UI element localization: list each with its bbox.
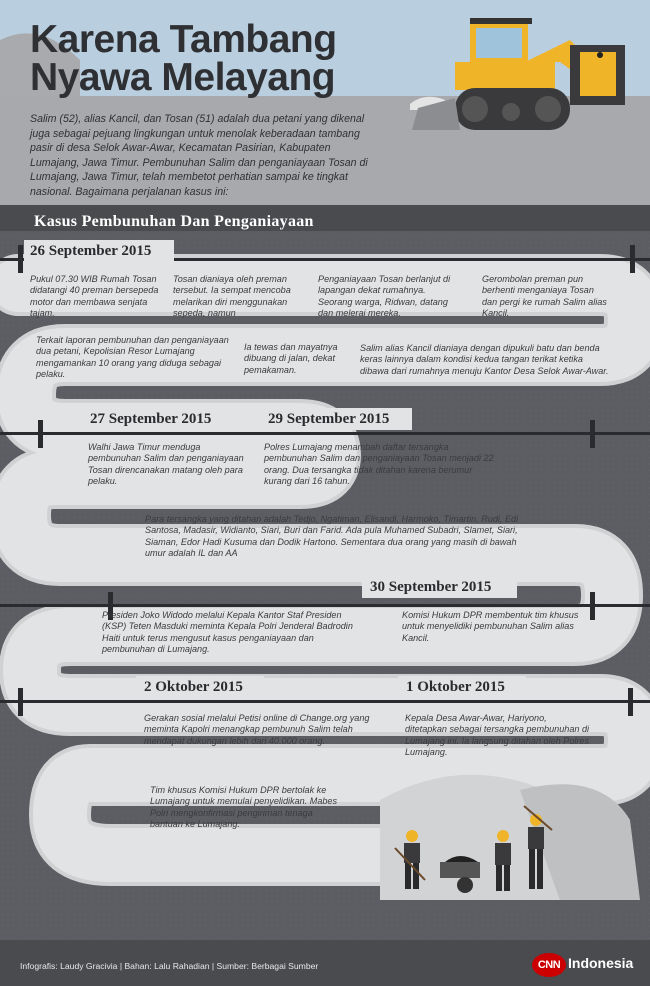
- title-line-2: Nyawa Melayang: [30, 56, 336, 99]
- event-text: Presiden Joko Widodo melalui Kepala Kantor Staf Presiden (KSP) Teten Masduki meminta Kepala Polri Jenderal Badrodin Haiti untuk terus mengusut kasus penganiayaan dan pembunuhan di Lumajang.: [102, 610, 353, 655]
- title-line-1: Karena Tambang: [30, 18, 337, 61]
- event-text: Walhi Jawa Timur menduga pembunuhan Salim dan penganiayaan Tosan direncanakan matang oleh para pelaku.: [88, 442, 244, 487]
- date-1-oktober: 1 Oktober 2015: [406, 679, 505, 695]
- section-title: Kasus Pembunuhan Dan Penganiayaan: [34, 213, 314, 230]
- event-text: Pukul 07.30 WIB Rumah Tosan didatangi 40 preman bersepeda motor dan membawa senjata tajam.: [30, 274, 159, 319]
- date-30-september: 30 September 2015: [370, 579, 492, 595]
- event-text: Terkait laporan pembunuhan dan penganiayaan dua petani, Kepolisian Resor Lumajang mengamankan 10 orang yang diduga sebagai pelaku.: [36, 335, 229, 380]
- event-text: Tosan dianiaya oleh preman tersebut. Ia sempat mencoba melarikan diri menggunakan sepeda, namun: [173, 274, 291, 319]
- event-text: Penganiayaan Tosan berlanjut di lapangan dekat rumahnya. Seorang warga, Ridwan, datang dan melerai mereka.: [318, 274, 451, 319]
- brand-label: Indonesia: [568, 955, 634, 971]
- event-text: Polres Lumajang menambah daftar tersangka pembunuhan Salim dan penganiayaan Tosan menjadi 22 orang. Dua tersangka tidak ditahan karena berumur kurang dari 16 tahun.: [264, 442, 494, 487]
- event-text: Kepala Desa Awar-Awar, Hariyono, ditetapkan sebagai tersangka pembunuhan di Lumajang ini. Ia langsung ditahan oleh Polres Lumajang.: [405, 713, 590, 758]
- event-text: Komisi Hukum DPR membentuk tim khusus untuk menyelidiki pembunuhan Salim alias Kancil.: [402, 610, 579, 643]
- event-text: Para tersangka yang ditahan adalah Tedjo, Ngatiman, Elisandi, Harmoko, Timartin, Rudi, Edi Santosa, Madasir, Widianto, Siari, Buri dan Farid. Ada pula Muhamed Subadri, Slamet, Siari, Siaman, Edor Hadi Kusuma dan Dodik Hartono. Sementara dua orang yang masih di bawah umur adalah IL dan AA: [145, 514, 519, 559]
- event-text: Ia tewas dan mayatnya dibuang di jalan, dekat pemakaman.: [244, 342, 338, 375]
- event-text: Gerakan sosial melalui Petisi online di Change.org yang meminta Kapolri menangkap pembunuh Salim telah mendapat dukungan lebih dari 40.000 orang.: [144, 713, 370, 746]
- cnn-logo: CNN: [532, 953, 566, 977]
- date-2-oktober: 2 Oktober 2015: [144, 679, 243, 695]
- credits: Infografis: Laudy Gracivia | Bahan: Lalu Rahadian | Sumber: Berbagai Sumber: [20, 961, 319, 971]
- event-text: Salim alias Kancil dianiaya dengan dipukuli batu dan benda keras lainnya dalam kondisi kedua tangan terikat ketika dibawa dari rumahnya menuju Kantor Desa Selok Awar-Awar.: [360, 343, 609, 376]
- date-29-september: 29 September 2015: [268, 411, 390, 427]
- event-text: Tim khusus Komisi Hukum DPR bertolak ke Lumajang untuk memulai penyelidikan. Mabes Polri mengkonfirmasi pengiriman tenaga bantuan ke Lumajang.: [150, 785, 338, 830]
- intro-paragraph: Salim (52), alias Kancil, dan Tosan (51) adalah dua petani yang dikenal juga sebagai pejuang lingkungan untuk menolak keberadaan tambang pasir di desa Selok Awar-Awar, Kecamatan Pasirian, Kabupaten Lumajang, Jawa Timur. Pembunuhan Salim dan penganiayaan Tosan di Lumajang, Jawa Timur, telah membetot perhatian sampai ke tingkat nasional. Bagaimana perjalanan kasus ini:: [30, 113, 368, 198]
- date-26-september: 26 September 2015: [30, 243, 152, 259]
- event-text: Gerombolan preman pun berhenti menganiaya Tosan dan pergi ke rumah Salim alias Kancil.: [482, 274, 607, 319]
- date-27-september: 27 September 2015: [90, 411, 212, 427]
